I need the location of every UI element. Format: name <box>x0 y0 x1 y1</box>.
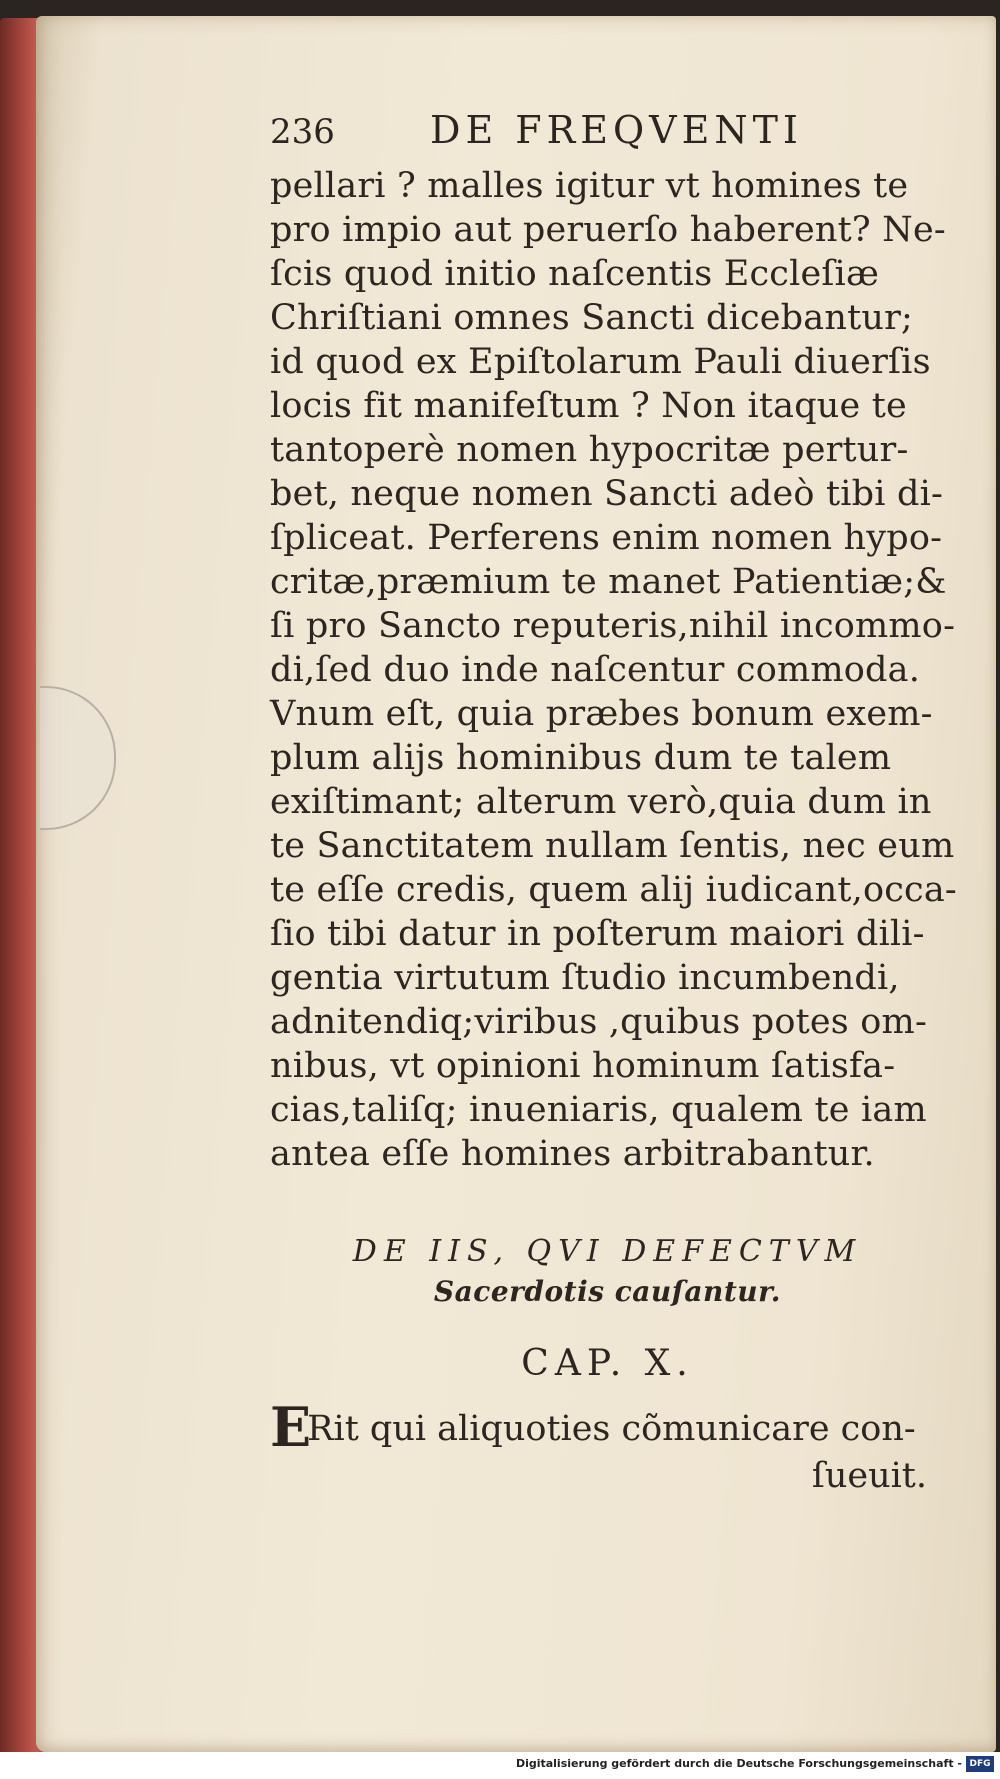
digitization-footer <box>0 1752 1000 1779</box>
body-line: Chriſtiani omnes Sancti dicebantur; <box>270 298 914 338</box>
body-line: pro impio aut peruerſo haberent? Ne- <box>270 210 946 250</box>
running-title: DE FREQVENTI <box>430 108 803 152</box>
body-line: ſio tibi datur in poſterum maiori dili- <box>270 914 925 954</box>
page-text-block <box>270 108 957 1500</box>
body-line: Vnum eſt, quia præbes bonum exem- <box>270 694 933 734</box>
catchword: ſueuit. <box>811 1456 927 1496</box>
section-heading <box>270 1232 945 1312</box>
body-line: di,ſed duo inde naſcentur commoda. <box>270 650 921 690</box>
body-line: cias,taliſq; inueniaris, qualem te iam <box>270 1090 927 1130</box>
body-line: id quod ex Epiſtolarum Pauli diuerſis <box>270 342 931 382</box>
chapter-first-line-text: Rit qui aliquoties cõmunicare con- <box>307 1409 916 1449</box>
body-line: te eſſe credis, quem alij iudicant,occa- <box>270 870 957 910</box>
body-line: tantoperè nomen hypocritæ pertur- <box>270 430 909 470</box>
body-line: gentia virtutum ſtudio incumbendi, <box>270 958 900 998</box>
body-line: critæ,præmium te manet Patientiæ;& <box>270 562 947 602</box>
body-line: locis fit manifeſtum ? Non itaque te <box>270 386 907 426</box>
body-line: ſi pro Sancto reputeris,nihil incommo- <box>270 606 956 646</box>
footer-credit: Digitalisierung gefördert durch die Deutsche Forschungsgemeinschaft - <box>515 1757 962 1770</box>
dfg-logo: DFG <box>966 1756 994 1772</box>
body-line: bet, neque nomen Sancti adeò tibi di- <box>270 474 944 514</box>
body-line: nibus, vt opinioni hominum ſatisfa- <box>270 1046 896 1086</box>
body-line: exiſtimant; alterum verò,quia dum in <box>270 782 932 822</box>
page-number: 236 <box>270 112 335 152</box>
section-title: DE IIS, QVI DEFECTVM <box>352 1234 863 1269</box>
chapter-first-line <box>270 1395 945 1459</box>
drop-cap: E <box>270 1395 312 1459</box>
chapter-number: CAP. X. <box>521 1343 694 1384</box>
body-line: te Sanctitatem nullam ſentis, nec eum <box>270 826 955 866</box>
body-line: plum alijs hominibus dum te talem <box>270 738 892 778</box>
body-line: pellari ? malles igitur vt homines te <box>270 166 909 206</box>
body-line: antea eſſe homines arbitrabantur. <box>270 1134 875 1174</box>
body-line: ſpliceat. Perferens enim nomen hypo- <box>270 518 943 558</box>
body-text <box>270 164 957 1176</box>
page-header <box>270 108 945 164</box>
body-line: ſcis quod initio naſcentis Eccleſiæ <box>270 254 880 294</box>
section-subtitle: Sacerdotis cauſantur. <box>433 1275 782 1308</box>
body-line: adnitendiq;viribus ,quibus potes om- <box>270 1002 927 1042</box>
page-clip <box>40 686 116 830</box>
